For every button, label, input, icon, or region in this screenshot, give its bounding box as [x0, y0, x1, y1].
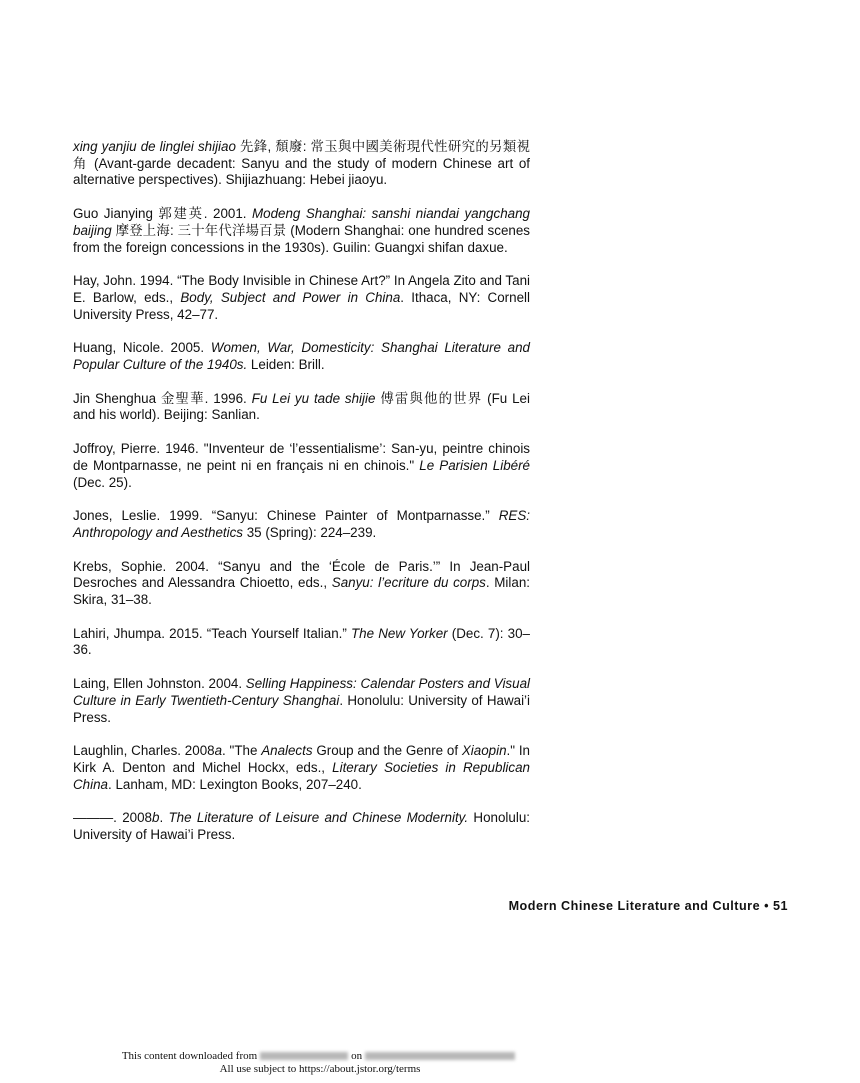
reference-text: Laing, Ellen Johnston. 2004.: [73, 676, 246, 692]
reference-entry: [73, 508, 530, 541]
reference-italic-text: RES: Anthropology and Aesthetics: [73, 508, 530, 540]
reference-italic-text: Xiaopin: [461, 743, 507, 759]
reference-text: . Ithaca, NY: Cornell University Press, 42–77.: [73, 289, 530, 322]
reference-list: [73, 139, 530, 861]
reference-text: Huang, Nicole. 2005.: [73, 340, 211, 356]
reference-text: 傅雷與他的世界 (Fu Lei and his world). Beijing: Sanlian.: [73, 390, 530, 423]
redacted-timestamp: [365, 1052, 515, 1060]
reference-italic-text: a: [214, 743, 223, 759]
jstor-terms-line: All use subject to https://about.jstor.org/terms: [219, 1062, 421, 1075]
reference-entry: [73, 743, 530, 793]
reference-text: (Dec. 7): 30–36.: [73, 625, 531, 658]
reference-italic-text: Women, War, Domesticity: Shanghai Literature and Popular Culture of the 1940s.: [73, 340, 531, 373]
reference-text: Laughlin, Charles. 2008: [73, 743, 215, 759]
reference-italic-text: Modeng Shanghai: sanshi niandai yangchang baijing: [73, 206, 530, 238]
reference-italic-text: xing yanjiu de linglei shijiao: [73, 139, 236, 154]
reference-italic-text: Analects: [261, 743, 313, 759]
reference-text: Jones, Leslie. 1999. “Sanyu: Chinese Painter of Montparnasse.”: [73, 508, 499, 524]
reference-entry: [73, 340, 530, 373]
redacted-ip: [260, 1052, 348, 1060]
reference-italic-text: Body, Subject and Power in China: [180, 289, 401, 305]
reference-entry: [73, 559, 530, 609]
reference-entry: [73, 626, 530, 659]
reference-italic-text: b: [152, 810, 160, 826]
reference-text: Jin Shenghua 金聖華. 1996.: [73, 390, 252, 406]
reference-italic-text: Sanyu: l’ecriture du corps: [331, 575, 486, 591]
reference-text: ———. 2008: [73, 810, 152, 826]
reference-italic-text: The Literature of Leisure and Chinese Modernity.: [168, 810, 469, 826]
reference-text: Krebs, Sophie. 2004. “Sanyu and the ‘École de Paris.’” In Jean-Paul Desroches and Alessandra Chioetto, eds.,: [73, 558, 530, 591]
reference-italic-text: Selling Happiness: Calendar Posters and Visual Culture in Early Twentieth-Century Shanghai: [73, 676, 530, 708]
reference-entry: [73, 391, 530, 424]
reference-text: .: [159, 810, 169, 826]
on-text: on: [351, 1050, 363, 1062]
reference-italic-text: Le Parisien Libéré: [419, 457, 530, 473]
reference-text: Leiden: Brill.: [247, 357, 325, 373]
reference-text: Hay, John. 1994. “The Body Invisible in Chinese Art?” In Angela Zito and Tani E. Barlow, eds.,: [73, 273, 530, 305]
reference-text: ." In Kirk A. Denton and Michel Hockx, eds.,: [73, 743, 530, 775]
reference-entry: [73, 273, 530, 323]
download-text: This content downloaded from: [121, 1050, 258, 1062]
reference-text: 35 (Spring): 224–239.: [242, 524, 377, 540]
running-footer: Modern Chinese Literature and Culture • 51: [508, 899, 788, 913]
reference-entry: [73, 139, 530, 189]
reference-text: . Milan: Skira, 31–38.: [73, 575, 530, 608]
reference-text: . Lanham, MD: Lexington Books, 207–240.: [108, 776, 362, 792]
reference-entry: [73, 676, 530, 726]
reference-text: Guo Jianying 郭建英. 2001.: [73, 206, 252, 222]
reference-italic-text: The New Yorker: [350, 625, 448, 641]
reference-italic-text: Fu Lei yu tade shijie: [251, 390, 376, 406]
reference-text: 先鋒, 頹廢: 常玉與中國美術現代性研究的另類視角 (Avant-garde decadent: Sanyu and the study of modern Chinese art of alternative perspectives). Shijiazhuang: Hebei jiaoyu.: [73, 139, 531, 188]
reference-text: 摩登上海: 三十年代洋場百景 (Modern Shanghai: one hundred scenes from the foreign concessions in the 1930s). Guilin: Guangxi shifan daxue.: [73, 222, 530, 255]
reference-italic-text: Literary Societies in Republican China: [73, 759, 530, 792]
reference-text: . Honolulu: University of Hawai’i Press.: [73, 692, 530, 725]
jstor-download-line: [0, 1050, 640, 1063]
reference-text: (Dec. 25).: [73, 474, 132, 490]
reference-entry: [73, 206, 530, 256]
reference-text: Joffroy, Pierre. 1946. "Inventeur de ‘l’essentialisme’: San-yu, peintre chinois de Montparnasse, ne peint ni en français ni en chinois.": [73, 441, 530, 473]
jstor-notice: [0, 1050, 640, 1075]
reference-text: . "The: [222, 743, 262, 759]
reference-text: Lahiri, Jhumpa. 2015. “Teach Yourself Italian.”: [73, 625, 351, 641]
reference-entry: [73, 441, 530, 491]
reference-text: Group and the Genre of: [312, 743, 462, 759]
reference-text: Honolulu: University of Hawai’i Press.: [73, 810, 530, 843]
reference-entry: [73, 810, 530, 843]
